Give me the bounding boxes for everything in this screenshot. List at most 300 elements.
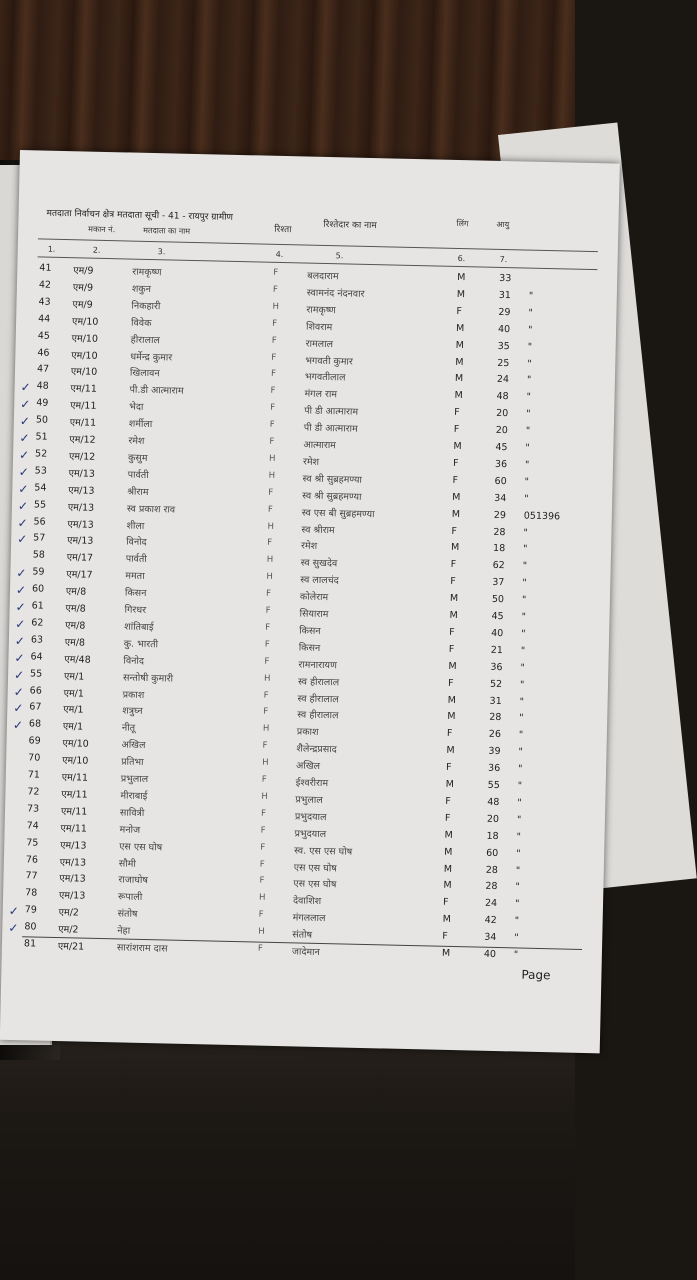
- relation-type: H: [258, 892, 266, 904]
- relative-name: मंगललाल: [292, 912, 326, 925]
- header-age: आयु: [496, 219, 510, 230]
- house-number: एम/13: [58, 890, 86, 902]
- relative-name: एस एस घोष: [293, 878, 337, 891]
- relative-name: स्व लालचंद: [300, 574, 339, 587]
- voter-sex: F: [446, 728, 453, 740]
- row-mark: ": [524, 459, 530, 471]
- voter-age: 36: [487, 762, 501, 775]
- voter-name: विवेक: [130, 317, 152, 329]
- relation-type: H: [266, 571, 273, 583]
- relation-type: F: [260, 825, 266, 836]
- row-mark: ": [521, 594, 527, 606]
- column-number: 7.: [499, 254, 508, 265]
- house-number: एम/17: [66, 552, 94, 565]
- voter-age: 48: [496, 391, 509, 403]
- voter-sex: F: [449, 626, 455, 638]
- house-number: एम/11: [70, 400, 97, 412]
- serial-number: 60: [31, 583, 45, 595]
- voter-name: नेहा: [117, 925, 131, 937]
- relation-type: F: [265, 588, 271, 599]
- voter-sex: F: [445, 795, 451, 807]
- house-number: एम/10: [70, 366, 98, 379]
- house-number: एम/21: [57, 941, 85, 953]
- serial-number: 69: [28, 735, 41, 747]
- voter-name: प्रतिभा: [121, 756, 144, 769]
- serial-number: 81: [23, 938, 37, 950]
- house-number: एम/1: [63, 687, 84, 700]
- voter-name: सावित्री: [119, 807, 145, 819]
- relation-type: H: [262, 757, 269, 768]
- house-number: एम/13: [68, 467, 96, 480]
- voter-age: 25: [497, 357, 510, 369]
- voter-name: प्रभुलाल: [120, 773, 149, 786]
- relative-name: ईश्वरीराम: [295, 777, 329, 790]
- row-mark: ": [528, 307, 533, 319]
- serial-number: 46: [37, 346, 50, 359]
- tick-mark: ✓: [13, 701, 24, 716]
- relation-type: H: [262, 723, 270, 735]
- voter-name: शर्मीला: [128, 418, 153, 431]
- voter-sex: F: [448, 643, 455, 655]
- voter-sex: F: [452, 474, 459, 486]
- tick-mark: ✓: [12, 718, 24, 733]
- house-number: एम/9: [72, 282, 94, 294]
- tick-mark: ✓: [8, 921, 19, 936]
- relation-type: H: [267, 521, 275, 532]
- voter-age: 40: [497, 323, 511, 335]
- voter-sex: F: [444, 812, 451, 824]
- relation-type: F: [273, 267, 279, 278]
- relation-type: F: [257, 943, 263, 954]
- house-number: एम/11: [60, 822, 87, 835]
- voter-age: 40: [483, 948, 497, 961]
- relative-name: एस एस घोष: [293, 861, 337, 874]
- voter-age: 45: [495, 441, 508, 454]
- voter-age: 62: [492, 560, 505, 572]
- relative-name: बलदाराम: [307, 270, 339, 283]
- row-mark: ": [528, 290, 534, 302]
- house-number: एम/13: [67, 535, 94, 548]
- serial-number: 73: [26, 803, 40, 815]
- voter-sex: M: [457, 271, 466, 284]
- row-mark: ": [522, 577, 527, 589]
- voter-sex: F: [451, 525, 458, 537]
- relative-name: रमेश: [302, 456, 320, 468]
- house-number: एम/8: [64, 636, 86, 649]
- voter-name: ममता: [125, 570, 145, 583]
- relative-name: स्वामनंद नंदनवार: [306, 287, 365, 300]
- voter-name: मनोज: [119, 824, 141, 836]
- voter-name: रामकृष्ण: [132, 266, 162, 279]
- column-number: 1.: [47, 244, 56, 254]
- voter-age: 24: [484, 898, 498, 910]
- relative-name: रामलाल: [305, 338, 334, 350]
- voter-name: राजाघोष: [118, 874, 148, 887]
- row-mark: ": [522, 543, 528, 556]
- relation-type: F: [267, 538, 273, 549]
- voter-age: 60: [494, 475, 507, 487]
- voter-age: 20: [496, 408, 509, 420]
- voter-age: 29: [498, 306, 511, 318]
- row-mark: ": [523, 527, 528, 539]
- voter-sex: F: [445, 761, 452, 774]
- voter-sex: M: [444, 829, 453, 841]
- voter-name: शत्रुघ्न: [122, 705, 143, 718]
- serial-number: 61: [31, 600, 44, 612]
- voter-sex: M: [447, 711, 456, 723]
- row-mark: ": [515, 864, 521, 877]
- relation-type: H: [258, 926, 265, 937]
- relative-name: किसन: [299, 625, 321, 637]
- row-mark: ": [513, 949, 519, 961]
- house-number: एम/13: [59, 873, 86, 886]
- relation-type: F: [258, 909, 264, 920]
- voter-name: कुसुम: [127, 452, 148, 464]
- relation-type: F: [272, 284, 278, 295]
- relative-name: पी डी आत्माराम: [303, 422, 358, 435]
- relation-type: F: [265, 622, 271, 633]
- relation-type: F: [261, 774, 267, 785]
- voter-name: प्रकाश: [122, 688, 145, 701]
- voter-age: 31: [489, 695, 502, 707]
- row-mark: ": [518, 746, 523, 758]
- row-mark: ": [526, 391, 532, 403]
- relative-name: संतोष: [292, 929, 313, 941]
- row-mark: ": [516, 848, 521, 860]
- row-mark: ": [521, 611, 527, 623]
- row-mark: 051396: [523, 510, 561, 522]
- serial-number: 51: [35, 431, 48, 443]
- relative-name: स्व सुखदेव: [300, 557, 338, 570]
- tick-mark: ✓: [18, 447, 30, 463]
- house-number: एम/10: [71, 332, 99, 345]
- row-mark: ": [515, 881, 520, 893]
- voter-sex: F: [442, 897, 449, 909]
- voter-age: 18: [492, 543, 506, 555]
- voter-name: शांतिबाई: [124, 621, 154, 634]
- serial-number: 53: [34, 465, 47, 477]
- row-mark: ": [516, 831, 522, 843]
- column-number: 6.: [457, 253, 466, 264]
- voter-name: पी.डी आत्माराम: [129, 384, 184, 398]
- relative-name: स्व श्रीराम: [301, 523, 335, 536]
- serial-number: 75: [26, 836, 39, 849]
- voter-sex: F: [447, 677, 454, 689]
- voter-age: 18: [486, 830, 499, 842]
- relation-type: F: [269, 436, 275, 447]
- row-mark: ": [524, 476, 530, 488]
- tick-mark: ✓: [17, 515, 28, 530]
- house-number: एम/12: [69, 434, 96, 446]
- tick-mark: ✓: [19, 431, 30, 446]
- serial-number: 55: [30, 667, 43, 680]
- voter-age: 55: [487, 779, 500, 792]
- voter-age: 36: [494, 458, 508, 471]
- voter-sex: F: [454, 407, 460, 419]
- voter-name: एस एस घोष: [119, 841, 163, 853]
- voter-name: भेदा: [129, 401, 144, 414]
- relation-type: F: [263, 707, 269, 718]
- voter-sex: M: [441, 947, 451, 959]
- house-number: एम/8: [65, 586, 87, 598]
- relative-name: प्रकाश: [296, 726, 319, 739]
- voter-name: हीरालाल: [130, 334, 161, 346]
- relation-type: H: [263, 673, 271, 684]
- voter-name: विनोद: [123, 655, 145, 667]
- row-mark: ": [519, 695, 525, 708]
- header-relative-name: रिश्तेदार का नाम: [323, 219, 377, 232]
- relation-type: F: [260, 808, 267, 819]
- voter-list-page: [0, 150, 620, 1053]
- voter-sex: M: [454, 390, 463, 402]
- voter-sex: M: [449, 592, 459, 605]
- voter-sex: M: [449, 609, 458, 622]
- header-relation: रिश्ता: [274, 224, 292, 236]
- voter-age: 24: [496, 374, 510, 386]
- row-mark: ": [514, 932, 519, 944]
- relative-name: अखिल: [295, 760, 321, 773]
- tick-mark: ✓: [15, 616, 26, 632]
- serial-number: 56: [33, 515, 46, 528]
- relation-type: F: [270, 386, 276, 397]
- row-mark: ": [519, 679, 525, 691]
- page-header-title: मतदाता निर्वाचन क्षेत्र मतदाता सूची - 41 - रायपुर ग्रामीण: [46, 208, 234, 223]
- relation-type: H: [261, 791, 268, 802]
- house-number: एम/13: [67, 501, 95, 514]
- relative-name: देवाशिश: [292, 895, 322, 908]
- serial-number: 74: [26, 820, 39, 832]
- house-number: एम/8: [65, 620, 86, 632]
- row-mark: ": [525, 442, 530, 454]
- row-mark: ": [516, 814, 522, 826]
- house-number: एम/13: [59, 856, 87, 869]
- header-sex: लिंग: [456, 218, 469, 229]
- serial-number: 42: [38, 279, 52, 291]
- row-mark: ": [520, 662, 525, 674]
- voter-sex: M: [456, 288, 466, 301]
- voter-name: गिरधर: [124, 604, 147, 616]
- voter-name: निकहारी: [131, 300, 161, 313]
- column-number: 3.: [157, 247, 166, 257]
- page-label: Page: [521, 967, 551, 983]
- serial-number: 62: [31, 617, 44, 629]
- header-voter-name: मतदाता का नाम: [143, 225, 191, 236]
- relative-name: शैलेन्द्रप्रसाद: [296, 743, 337, 756]
- voter-sex: F: [456, 305, 463, 317]
- serial-number: 68: [28, 718, 42, 730]
- tick-mark: ✓: [13, 684, 24, 699]
- serial-number: 52: [34, 448, 48, 460]
- voter-sex: M: [445, 778, 455, 791]
- voter-age: 45: [491, 610, 504, 623]
- voter-name: कु. भारती: [123, 638, 159, 651]
- relative-name: स्व श्री सुब्रहमण्या: [302, 490, 362, 503]
- voter-age: 31: [498, 289, 512, 302]
- relative-name: मंगल राम: [304, 388, 338, 401]
- voter-age: 28: [493, 526, 506, 538]
- row-mark: ": [514, 915, 520, 927]
- voter-sex: M: [455, 339, 465, 351]
- voter-name: अखिल: [121, 739, 146, 752]
- relative-name: भगवतीलाल: [304, 371, 346, 384]
- serial-number: 54: [34, 482, 47, 494]
- tick-mark: ✓: [17, 532, 28, 547]
- voter-name: संतोष: [117, 908, 138, 921]
- relation-type: F: [260, 842, 266, 853]
- voter-age: 37: [492, 577, 505, 589]
- relative-name: पी डी आत्माराम: [304, 405, 359, 418]
- voter-name: स्व प्रकाश राव: [126, 503, 176, 516]
- voter-age: 21: [490, 644, 503, 656]
- header-house-number: मकान नं.: [88, 224, 116, 235]
- voter-sex: M: [452, 491, 461, 503]
- row-mark: ": [514, 898, 520, 910]
- voter-name: खिलावन: [129, 367, 160, 380]
- tick-mark: ✓: [13, 667, 25, 682]
- house-number: एम/1: [63, 670, 85, 683]
- tick-mark: ✓: [8, 904, 19, 919]
- serial-number: 63: [30, 634, 44, 646]
- voter-sex: F: [450, 576, 456, 588]
- relative-name: स्व श्री सुब्रहमण्या: [302, 473, 362, 486]
- relation-type: H: [268, 453, 276, 464]
- relation-type: F: [272, 318, 278, 329]
- house-number: एम/10: [62, 755, 89, 767]
- voter-age: 50: [491, 593, 505, 606]
- voter-age: 34: [484, 931, 497, 944]
- voter-name: विनोद: [126, 536, 147, 549]
- serial-number: 45: [37, 330, 51, 342]
- voter-name: श्रीराम: [127, 486, 149, 498]
- voter-age: 29: [493, 509, 507, 521]
- house-number: एम/11: [70, 383, 97, 396]
- voter-sex: M: [444, 846, 453, 858]
- relative-name: स्व. एस एस घोष: [294, 844, 353, 858]
- voter-sex: M: [447, 694, 456, 706]
- relative-name: किसन: [298, 642, 321, 654]
- house-number: एम/17: [66, 569, 93, 581]
- voter-name: रमेश: [128, 435, 145, 447]
- house-number: एम/11: [69, 417, 97, 429]
- relation-type: F: [259, 876, 265, 887]
- voter-sex: M: [446, 745, 455, 757]
- serial-number: 50: [35, 414, 49, 426]
- relative-name: प्रभुदयाल: [294, 828, 327, 840]
- relation-type: F: [269, 419, 275, 430]
- voter-age: 36: [490, 661, 503, 673]
- relative-name: स्व हीरालाल: [297, 676, 340, 688]
- row-mark: ": [517, 797, 522, 809]
- relation-type: F: [270, 402, 276, 414]
- voter-age: 26: [488, 729, 502, 741]
- serial-number: 44: [38, 313, 51, 325]
- house-number: एम/2: [58, 907, 80, 919]
- relative-name: आत्माराम: [303, 439, 337, 452]
- relation-type: F: [267, 504, 273, 515]
- house-number: एम/1: [63, 704, 84, 716]
- voter-sex: M: [455, 322, 465, 334]
- voter-sex: F: [452, 457, 459, 469]
- voter-sex: M: [453, 440, 462, 453]
- relative-name: शिवराम: [305, 321, 333, 333]
- row-mark: ": [517, 763, 523, 775]
- serial-number: 67: [29, 701, 42, 714]
- row-mark: ": [522, 560, 528, 572]
- voter-age: 48: [487, 796, 500, 808]
- house-number: एम/10: [71, 315, 99, 328]
- voter-age: 42: [484, 914, 497, 927]
- relation-type: F: [271, 335, 277, 346]
- relation-type: F: [265, 605, 271, 616]
- house-number: एम/13: [67, 518, 94, 531]
- relative-name: स्व हीरालाल: [297, 709, 339, 722]
- house-number: एम/10: [71, 349, 98, 362]
- column-number: 2.: [92, 245, 101, 255]
- serial-number: 70: [28, 752, 41, 764]
- voter-name: शकुन: [131, 283, 152, 295]
- house-number: एम/9: [73, 265, 94, 277]
- voter-age: 28: [489, 712, 502, 724]
- house-number: एम/11: [60, 805, 88, 818]
- voter-name: सारांशराम दास: [116, 942, 168, 955]
- serial-number: 72: [27, 786, 40, 798]
- voter-age: 39: [488, 745, 501, 758]
- voter-name: नीतू: [121, 722, 136, 735]
- tick-mark: ✓: [20, 397, 31, 412]
- voter-sex: M: [443, 863, 453, 875]
- tick-mark: ✓: [17, 498, 29, 513]
- house-number: एम/12: [68, 451, 96, 463]
- relation-type: H: [266, 555, 274, 566]
- voter-name: सौमी: [118, 857, 136, 870]
- relation-type: F: [263, 690, 269, 701]
- serial-number: 58: [32, 549, 46, 561]
- serial-number: 57: [33, 532, 46, 545]
- tick-mark: ✓: [19, 414, 31, 429]
- voter-name: मीराबाई: [120, 790, 148, 802]
- voter-age: 40: [491, 627, 504, 639]
- serial-number: 80: [24, 921, 37, 933]
- serial-number: 64: [30, 651, 43, 663]
- house-number: एम/10: [62, 738, 89, 750]
- serial-number: 59: [32, 566, 45, 578]
- relative-name: रमेश: [300, 540, 318, 553]
- voter-sex: M: [443, 880, 452, 892]
- tick-mark: ✓: [15, 583, 27, 598]
- serial-number: 41: [39, 262, 52, 274]
- row-mark: ": [519, 712, 524, 724]
- serial-number: 71: [27, 769, 41, 781]
- relation-type: F: [268, 487, 274, 498]
- tick-mark: ✓: [18, 464, 29, 480]
- voter-age: 20: [495, 424, 508, 437]
- house-number: एम/13: [60, 839, 87, 852]
- row-mark: ": [524, 493, 529, 505]
- serial-number: 43: [38, 296, 51, 308]
- voter-name: शीला: [126, 520, 145, 532]
- voter-age: 52: [489, 678, 503, 690]
- column-number: 4.: [275, 249, 284, 260]
- voter-age: 20: [486, 813, 500, 825]
- house-number: एम/2: [58, 924, 79, 936]
- header-divider: [38, 238, 598, 252]
- tick-mark: ✓: [14, 650, 25, 665]
- voter-name: पार्वती: [125, 553, 147, 566]
- voter-age: 28: [485, 881, 498, 893]
- voter-name: किसन: [124, 587, 147, 600]
- voter-age: 28: [485, 864, 499, 876]
- row-mark: ": [518, 729, 524, 741]
